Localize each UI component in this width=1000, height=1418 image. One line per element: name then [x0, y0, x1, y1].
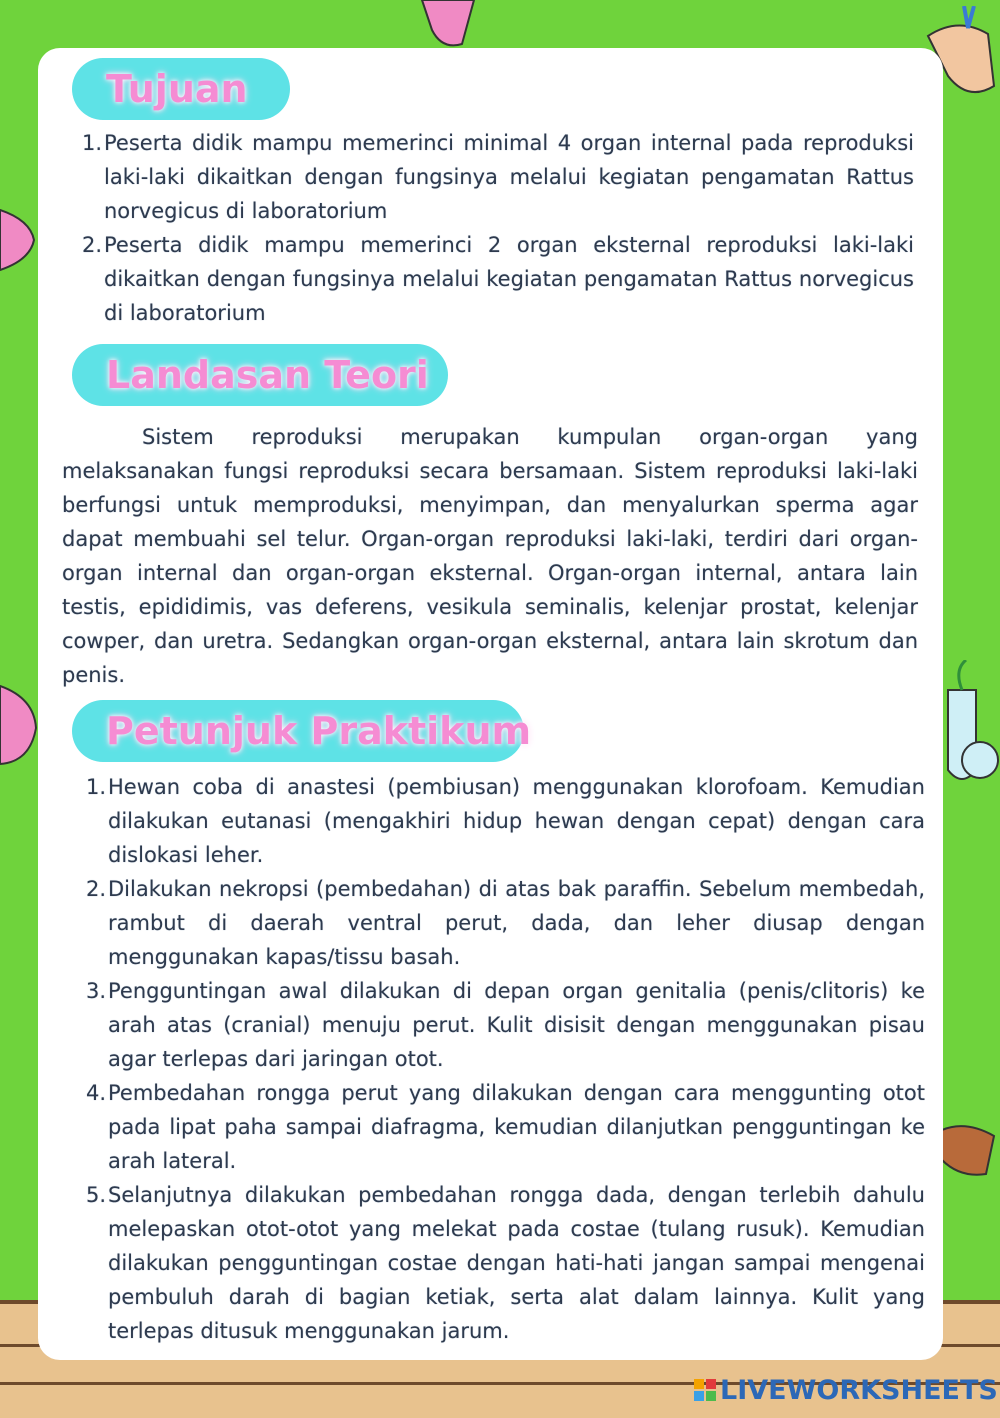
tujuan-list: [74, 126, 914, 330]
petunjuk-list: [78, 770, 925, 1348]
petunjuk-item: [78, 974, 925, 1076]
item-text: Selanjutnya dilakukan pembedahan rongga dada, dengan terlebih dahulu melepaskan otot-otot yang melekat pada costae (tulang rusuk). Kemudian dilakukan pengguntingan costae dengan hati-hati jangan sampai mengenai pembuluh darah di bagian ketiak, serta alat dalam lainnya. Kulit yang terlepas ditusuk menggunakan jarum.: [108, 1183, 925, 1343]
item-number: 1.: [85, 775, 106, 799]
worksheet-card: [38, 48, 943, 1360]
item-text: Peserta didik mampu memerinci minimal 4 organ internal pada reproduksi laki-laki dikaitkan dengan fungsinya melalui kegiatan pengamatan Rattus norvegicus di laboratorium: [104, 131, 914, 223]
item-number: 2.: [85, 877, 106, 901]
item-text: Peserta didik mampu memerinci 2 organ eksternal reproduksi laki-laki dikaitkan dengan fungsinya melalui kegiatan pengamatan Rattus norvegicus di laboratorium: [104, 233, 914, 325]
item-text: Dilakukan nekropsi (pembedahan) di atas bak paraffin. Sebelum membedah, rambut di daerah ventral perut, dada, dan leher diusap dengan menggunakan kapas/tissu basah.: [108, 877, 925, 969]
item-number: 4.: [85, 1081, 106, 1105]
liveworksheets-brand[interactable]: [694, 1374, 998, 1408]
flask-icon: [412, 0, 492, 52]
tujuan-item: [74, 126, 914, 228]
petunjuk-item: [78, 1178, 925, 1348]
petunjuk-item: [78, 770, 925, 872]
lung-icon: [0, 678, 40, 768]
item-number: 2.: [81, 233, 102, 257]
heading-landasan-teori: Landasan Teori: [72, 344, 448, 406]
heading-tujuan: Tujuan: [72, 58, 290, 120]
item-number: 1.: [81, 131, 102, 155]
landasan-teori-paragraph: Sistem reproduksi merupakan kumpulan organ-organ yang melaksanakan fungsi reproduksi secara bersamaan. Sistem reproduksi laki-laki berfungsi untuk memproduksi, menyimpan, dan menyalurkan sperma agar dapat membuahi sel telur. Organ-organ reproduksi laki-laki, terdiri dari organ-organ internal dan organ-organ eksternal. Organ-organ internal, antara lain testis, epididimis, vas deferens, vesikula seminalis, kelenjar prostat, kelenjar cowper, dan uretra. Sedangkan organ-organ eksternal, antara lain skrotum dan penis.: [62, 425, 918, 687]
uterus-icon: [0, 200, 40, 280]
liveworksheets-logo-icon: [694, 1379, 716, 1401]
item-number: 3.: [85, 979, 106, 1003]
heading-petunjuk-praktikum: Petunjuk Praktikum: [72, 700, 524, 762]
item-text: Pengguntingan awal dilakukan di depan organ genitalia (penis/clitoris) ke arah atas (cranial) menuju perut. Kulit disisit dengan menggunakan pisau agar terlepas dari jaringan otot.: [108, 979, 925, 1071]
test-tube-plant-icon: [940, 660, 1000, 790]
tujuan-item: [74, 228, 914, 330]
organ-decoration-icon: [936, 1120, 1000, 1180]
petunjuk-item: [78, 1076, 925, 1178]
item-text: Hewan coba di anastesi (pembiusan) menggunakan klorofoam. Kemudian dilakukan eutanasi (mengakhiri hidup hewan dengan cepat) dengan cara dislokasi leher.: [108, 775, 925, 867]
petunjuk-item: [78, 872, 925, 974]
brand-label: LIVEWORKSHEETS: [720, 1375, 998, 1406]
item-text: Pembedahan rongga perut yang dilakukan dengan cara menggunting otot pada lipat paha sampai diafragma, kemudian dilanjutkan pengguntingan ke arah lateral.: [108, 1081, 925, 1173]
item-number: 5.: [85, 1183, 106, 1207]
